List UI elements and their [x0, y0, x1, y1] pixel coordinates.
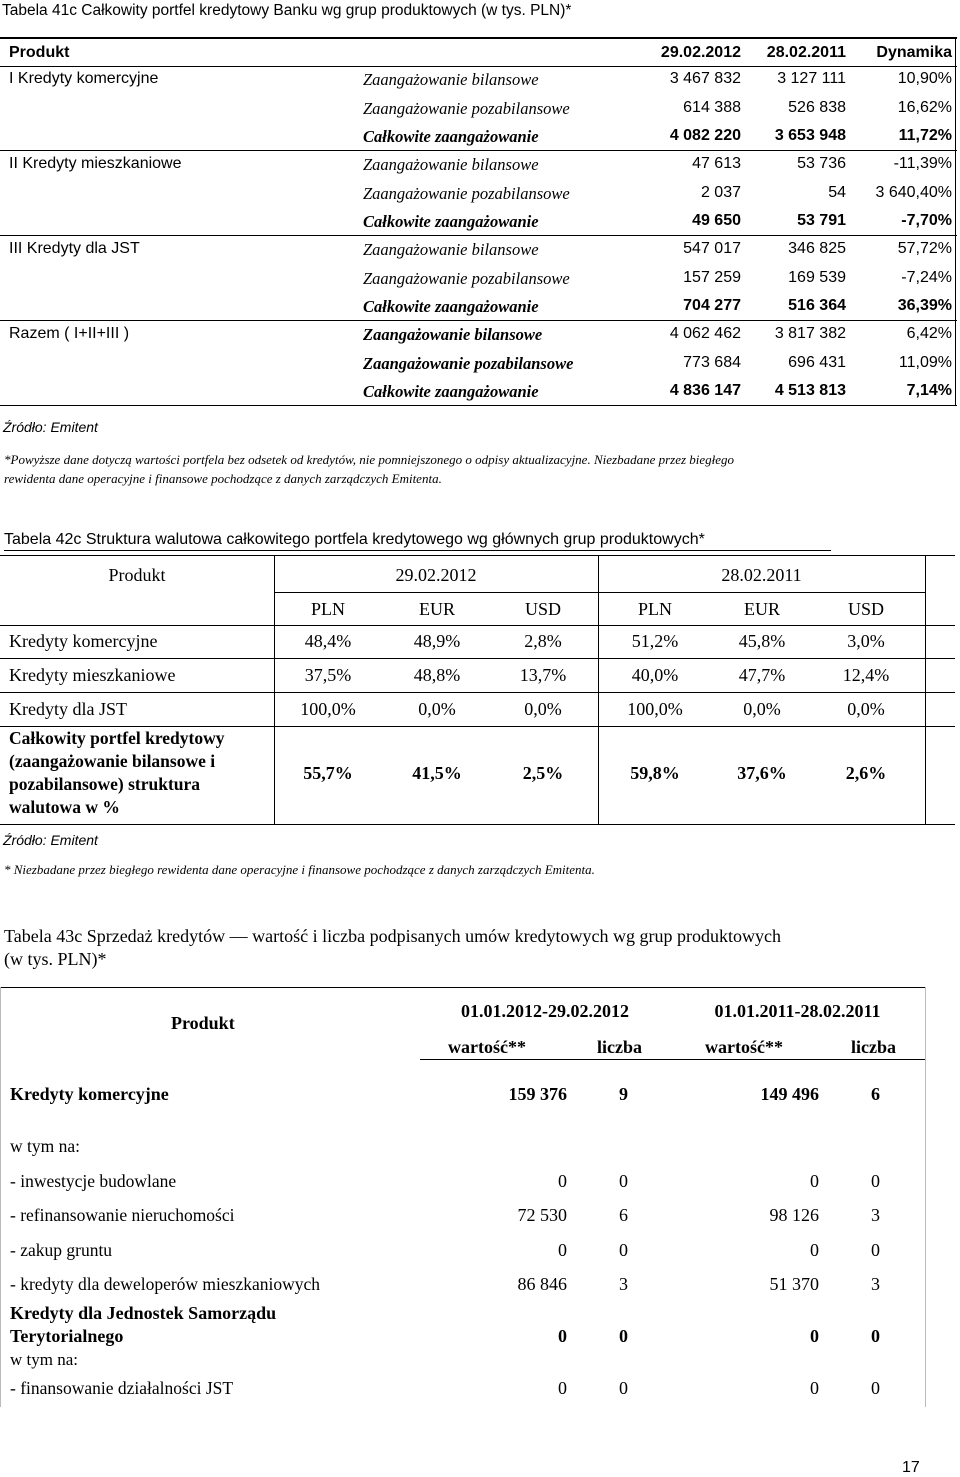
table-42-row-rule	[0, 658, 955, 659]
table-42-cell: 3,0%	[847, 631, 885, 651]
table-41-value-dynamics: 11,72%	[898, 127, 952, 144]
table-43-header-period-1: 01.01.2012-29.02.2012	[461, 1001, 629, 1021]
table-42-divider-2	[598, 555, 599, 825]
table-42-row-label: Kredyty komercyjne	[9, 631, 158, 651]
table-42-currency-5: USD	[847, 599, 884, 619]
table-43-title-line-1: Tabela 43c Sprzedaż kredytów ― wartość i liczba podpisanych umów kredytowych wg grup produktowych	[4, 926, 782, 946]
table-42-header-rule	[0, 625, 955, 626]
table-42-cell: 0,0%	[847, 699, 885, 719]
table-43-cell: 0	[810, 1326, 819, 1346]
table-41-group-rule	[0, 235, 957, 236]
table-41-row-label: Zaangażowanie bilansowe	[363, 325, 543, 344]
table-43-row-label: - finansowanie działalności JST	[10, 1378, 234, 1398]
table-41-value-dynamics: 10,90%	[897, 70, 952, 87]
table-41-row-label: Zaangażowanie bilansowe	[363, 240, 539, 259]
table-41-header-dynamics: Dynamika	[876, 44, 952, 61]
table-41-value-2012: 773 684	[683, 353, 741, 371]
table-42-cell: 100,0%	[627, 699, 683, 719]
table-41-value-2012: 614 388	[683, 98, 741, 116]
table-43-cell: 0	[619, 1240, 628, 1260]
table-43-cell: 86 846	[517, 1274, 567, 1294]
table-43-cell: 159 376	[508, 1084, 567, 1104]
table-41-row-label: Zaangażowanie pozabilansowe	[363, 183, 570, 203]
table-43-cell: 0	[871, 1171, 880, 1191]
table-42-currency-4: EUR	[744, 599, 780, 619]
table-43-jst-sub-label: w tym na:	[10, 1350, 78, 1369]
table-43-cell: 6	[871, 1084, 880, 1104]
table-43-cell: 3	[619, 1274, 628, 1294]
page-number: 17	[902, 1459, 920, 1476]
table-41-value-dynamics: -7,70%	[901, 212, 952, 229]
table-43-row-label: - refinansowanie nieruchomości	[10, 1205, 235, 1225]
table-43-left-border	[0, 987, 1, 1407]
table-42-cell: 40,0%	[631, 665, 679, 685]
table-42-currency-3: PLN	[637, 599, 672, 619]
table-41-header-date-2: 28.02.2011	[766, 44, 846, 61]
table-43-cell: 9	[619, 1084, 628, 1104]
table-43-cell: 0	[810, 1240, 819, 1260]
table-41-value-2012: 49 650	[692, 212, 741, 229]
table-41-value-2011: 526 838	[788, 98, 846, 116]
table-42-divider-1	[274, 555, 275, 825]
table-43-header-rule	[420, 1059, 925, 1060]
table-41-title: Tabela 41c Całkowity portfel kredytowy Banku wg grup produktowych (w tys. PLN)*	[2, 2, 572, 19]
table-43-header-product: Produkt	[171, 1013, 235, 1033]
table-41-value-2012: 3 467 832	[669, 70, 741, 87]
table-42-total-label-line: pozabilansowe) struktura	[9, 774, 201, 794]
table-41-row-label: Zaangażowanie pozabilansowe	[363, 268, 570, 288]
table-41-value-2012: 547 017	[683, 240, 741, 257]
table-41-group-label: I Kredyty komercyjne	[9, 70, 159, 87]
table-41-row-label: Całkowite zaangażowanie	[363, 127, 539, 146]
table-42-row-label: Kredyty dla JST	[9, 699, 127, 719]
table-43-header-period-2: 01.01.2011-28.02.2011	[714, 1001, 881, 1021]
table-41-group-label: II Kredyty mieszkaniowe	[9, 155, 182, 172]
table-42-cell: 12,4%	[842, 665, 890, 685]
table-41-value-dynamics: -11,39%	[893, 155, 952, 172]
table-41-group-label: Razem ( I+II+III )	[9, 325, 130, 342]
table-41-value-2012: 4 082 220	[669, 127, 741, 144]
table-43-header-value-2: wartość**	[705, 1037, 783, 1057]
table-41-value-2012: 4 836 147	[669, 382, 741, 399]
table-43-cell: 0	[558, 1171, 567, 1191]
table-42-cell: 48,8%	[413, 665, 461, 685]
table-42-cell: 2,8%	[524, 631, 562, 651]
table-41-value-2012: 704 277	[683, 297, 741, 314]
table-43-title-line-2: (w tys. PLN)*	[4, 949, 107, 969]
table-42-header-date-2: 28.02.2011	[721, 565, 802, 585]
table-42-cell: 48,4%	[304, 631, 352, 651]
table-41-row-label: Zaangażowanie bilansowe	[363, 70, 539, 89]
table-41-value-2011: 54	[828, 183, 846, 201]
table-43-jst-label-line-2: Terytorialnego	[10, 1326, 124, 1346]
table-41-source: Źródło: Emitent	[3, 419, 98, 435]
table-42-currency-0: PLN	[310, 599, 345, 619]
table-43-cell: 0	[619, 1378, 628, 1398]
table-43-cell: 51 370	[769, 1274, 819, 1294]
table-43-cell: 0	[871, 1326, 880, 1346]
table-42-cell: 0,0%	[524, 699, 562, 719]
table-42-right-border	[925, 555, 926, 825]
table-41-note-line-1: *Powyższe dane dotyczą wartości portfela bez odsetek od kredytów, nie pomniejszonego o odpisy aktualizacyjne. Niezbadane przez biegłego	[4, 452, 735, 467]
table-42-total-cell: 2,6%	[845, 763, 887, 783]
table-42-note: * Niezbadane przez biegłego rewidenta dane operacyjne i finansowe pochodzące z danych zarządczych Emitenta.	[4, 862, 595, 877]
table-43-cell: 98 126	[769, 1205, 819, 1225]
table-43-header-count-1: liczba	[597, 1037, 642, 1057]
table-42-cell: 13,7%	[519, 665, 567, 685]
table-43-cell: 0	[558, 1326, 567, 1346]
table-43-top-border	[0, 987, 925, 988]
table-43-row-label: - inwestycje budowlane	[10, 1171, 177, 1191]
table-41-top-border	[0, 37, 957, 39]
table-41-row-label: Całkowite zaangażowanie	[363, 382, 539, 401]
table-41-value-2011: 3 127 111	[777, 70, 846, 87]
table-43-cell: 0	[810, 1378, 819, 1398]
table-42-total-label-line: (zaangażowanie bilansowe i	[9, 751, 216, 771]
table-41-row-label: Zaangażowanie pozabilansowe	[363, 353, 574, 373]
table-43-cell: 0	[810, 1171, 819, 1191]
table-42-total-cell: 59,8%	[630, 763, 680, 783]
table-43-cell: 149 496	[760, 1084, 819, 1104]
table-41-value-2011: 516 364	[788, 297, 846, 314]
table-43-cell: 3	[871, 1205, 880, 1225]
table-42-total-label-line: Całkowity portfel kredytowy	[9, 728, 225, 748]
table-41-row-label: Zaangażowanie pozabilansowe	[363, 98, 570, 118]
table-42-total-cell: 41,5%	[412, 763, 462, 783]
table-42-title: Tabela 42c Struktura walutowa całkowitego portfela kredytowego wg głównych grup produktowych*	[4, 531, 705, 548]
table-41-group-label: III Kredyty dla JST	[9, 240, 140, 257]
table-41-row-label: Zaangażowanie bilansowe	[363, 155, 539, 174]
table-41-header-product: Produkt	[9, 44, 70, 61]
table-41-value-2011: 346 825	[788, 240, 846, 257]
table-42-total-cell: 37,6%	[737, 763, 787, 783]
table-42-total-label-line: walutowa w %	[9, 797, 120, 817]
table-41-value-dynamics: 11,09%	[898, 353, 952, 371]
table-41-value-dynamics: 36,39%	[897, 297, 952, 314]
table-42-header-date-1: 29.02.2012	[395, 565, 477, 585]
table-43-row-label: Kredyty komercyjne	[10, 1084, 169, 1104]
table-42-source: Źródło: Emitent	[3, 832, 98, 848]
table-41-value-2012: 47 613	[692, 155, 741, 172]
table-41-value-2011: 3 653 948	[774, 127, 846, 144]
table-41-value-2011: 53 791	[797, 212, 846, 229]
table-42-row-rule	[0, 692, 955, 693]
table-41-header-rule	[0, 66, 957, 67]
table-41-value-2012: 4 062 462	[669, 325, 741, 342]
table-43-cell: 0	[619, 1326, 628, 1346]
table-41-value-dynamics: 7,14%	[906, 382, 952, 399]
table-43-jst-label-line-1: Kredyty dla Jednostek Samorządu	[10, 1303, 277, 1323]
table-41-value-dynamics: 6,42%	[906, 325, 952, 342]
table-41-row-label: Całkowite zaangażowanie	[363, 297, 539, 316]
table-41-value-dynamics: -7,24%	[901, 268, 952, 286]
table-41-value-dynamics: 57,72%	[897, 240, 952, 257]
table-41-value-2011: 3 817 382	[774, 325, 846, 342]
table-43-row-label: - zakup gruntu	[10, 1240, 113, 1260]
table-42-header-product: Produkt	[108, 565, 166, 585]
table-41-group-rule	[0, 320, 957, 321]
table-43-cell: 72 530	[517, 1205, 567, 1225]
table-43-cell: 0	[558, 1378, 567, 1398]
table-42-title-underline	[4, 550, 831, 551]
table-41-value-2012: 2 037	[700, 183, 741, 201]
table-41-header-date-1: 29.02.2012	[660, 44, 741, 61]
table-42-cell: 47,7%	[738, 665, 786, 685]
table-43-cell: 3	[871, 1274, 880, 1294]
table-42-total-cell: 2,5%	[522, 763, 564, 783]
table-42-cell: 100,0%	[300, 699, 356, 719]
table-42-currency-1: EUR	[419, 599, 455, 619]
table-41-right-border	[955, 37, 956, 406]
table-43-right-border	[925, 987, 926, 1407]
table-41-value-dynamics: 16,62%	[897, 98, 952, 116]
table-42-row-rule	[0, 726, 955, 727]
table-42-cell: 45,8%	[738, 631, 786, 651]
table-43-cell: 6	[619, 1205, 628, 1225]
table-43-cell: 0	[871, 1378, 880, 1398]
table-41-value-2011: 696 431	[788, 353, 846, 371]
table-43-cell: 0	[871, 1240, 880, 1260]
table-41-value-2011: 53 736	[797, 155, 846, 172]
table-41-value-dynamics: 3 640,40%	[875, 183, 952, 201]
table-41-value-2011: 4 513 813	[774, 382, 846, 399]
table-42-cell: 48,9%	[413, 631, 461, 651]
table-41-row-label: Całkowite zaangażowanie	[363, 212, 539, 231]
table-42-bottom-border	[0, 824, 955, 825]
table-42-currency-2: USD	[524, 599, 561, 619]
table-41-group-rule	[0, 150, 957, 151]
table-43-cell: 0	[619, 1171, 628, 1191]
table-43-cell: 0	[558, 1240, 567, 1260]
table-41-note-line-2: rewidenta dane operacyjne i finansowe pochodzące z danych zarządczych Emitenta.	[4, 471, 442, 486]
table-42-date-rule	[274, 592, 925, 593]
table-43-row-label: - kredyty dla deweloperów mieszkaniowych	[10, 1274, 321, 1294]
table-42-top-border	[0, 555, 955, 556]
table-41-value-2011: 169 539	[788, 268, 846, 286]
table-42-cell: 0,0%	[743, 699, 781, 719]
table-42-total-cell: 55,7%	[303, 763, 353, 783]
table-43-header-value-1: wartość**	[448, 1037, 526, 1057]
table-42-row-label: Kredyty mieszkaniowe	[9, 665, 176, 685]
table-41-bottom-border	[0, 405, 957, 406]
table-41-value-2012: 157 259	[683, 268, 741, 286]
table-42-cell: 51,2%	[631, 631, 679, 651]
table-43-header-count-2: liczba	[851, 1037, 896, 1057]
table-43-row-label: w tym na:	[10, 1136, 80, 1156]
table-42-cell: 37,5%	[304, 665, 352, 685]
table-42-cell: 0,0%	[418, 699, 456, 719]
